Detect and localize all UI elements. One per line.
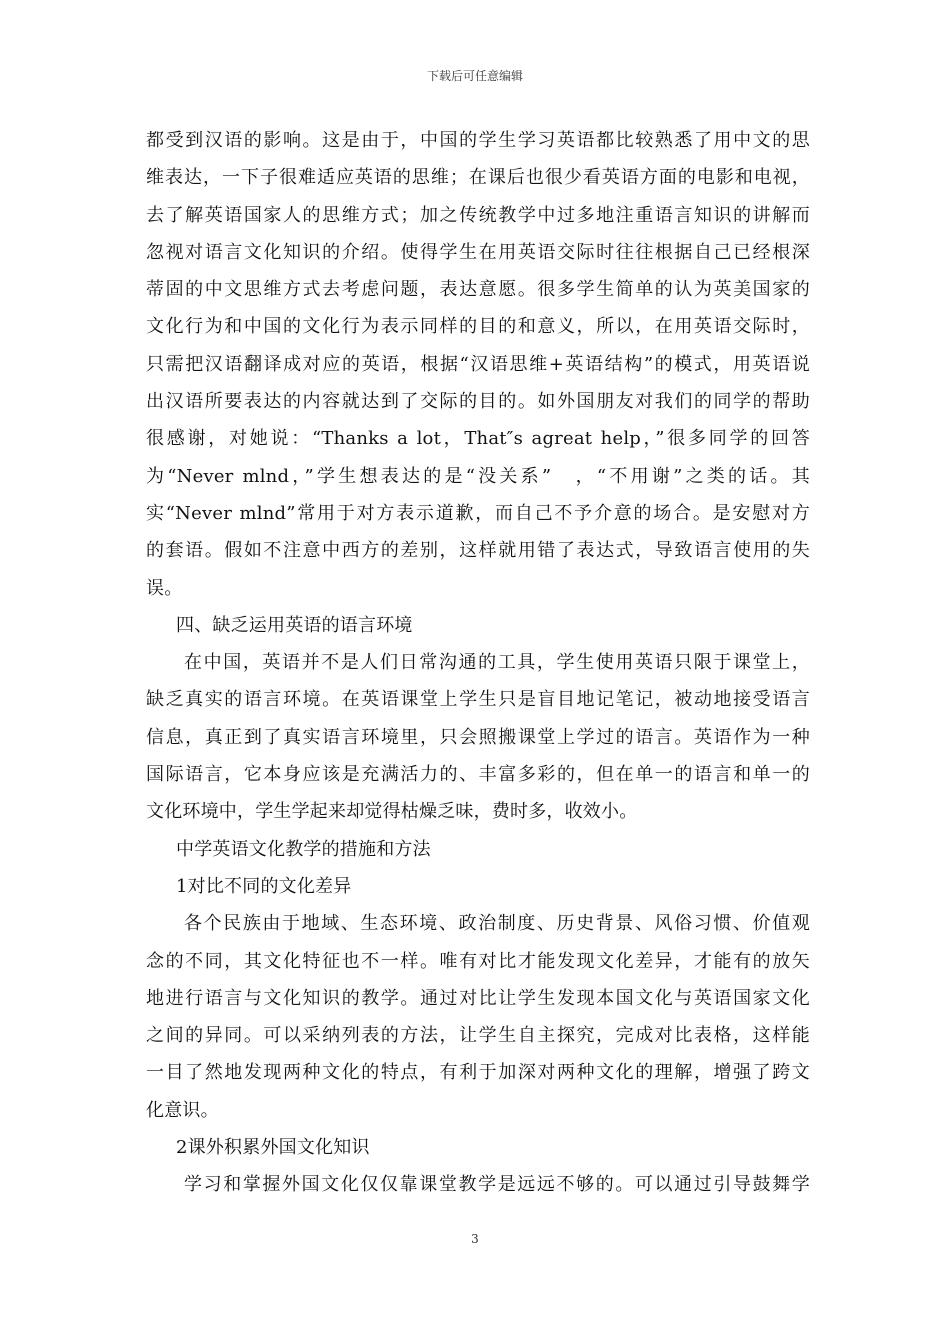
text-line: 念的不同，其文化特征也不一样。唯有对比才能发现文化差异，才能有的放矢 — [146, 950, 810, 972]
subsection-heading-1: 1对比不同的文化差异 — [176, 875, 352, 897]
text-line: 信息，真正到了真实语言环境里，只会照搬课堂上学过的语言。英语作为一种 — [146, 726, 810, 748]
text-line: 去了解英语国家人的思维方式；加之传统教学中过多地注重语言知识的讲解而 — [146, 204, 810, 226]
paragraph-extracurricular — [146, 1166, 810, 1203]
paragraph-cultural-contrast — [146, 905, 810, 1129]
text-line: 实“Never mlnd”常用于对方表示道歉，而自己不予介意的场合。是安慰对方 — [146, 502, 810, 524]
paragraph-language-influence — [146, 122, 810, 607]
text-line: 都受到汉语的影响。这是由于，中国的学生学习英语都比较熟悉了用中文的思 — [146, 130, 810, 151]
text-line: 维表达，一下子很难适应英语的思维；在课后也很少看英语方面的电影和电视， — [146, 167, 810, 189]
document-body — [146, 122, 810, 1204]
text-line: 很感谢，对她说：“Thanks a lot，That″s agreat help，”很多同学的回答 — [146, 428, 810, 450]
page-number: 3 — [471, 1232, 479, 1246]
text-line: 文化环境中，学生学起来却觉得枯燥乏味，费时多，收效小。 — [146, 801, 638, 823]
text-line: 文化行为和中国的文化行为表示同样的目的和意义，所以，在用英语交际时， — [146, 316, 810, 338]
text-line: 的套语。假如不注意中西方的差别，这样就用错了表达式，导致语言使用的失 — [146, 540, 810, 562]
text-line: 误。 — [146, 577, 183, 599]
text-line: 蒂固的中文思维方式去考虑问题，表达意愿。很多学生简单的认为英美国家的 — [146, 279, 810, 301]
text-line: 国际语言，它本身应该是充满活力的、丰富多彩的，但在单一的语言和单一的 — [146, 764, 810, 786]
text-line: 一目了然地发现两种文化的特点，有利于加深对两种文化的理解，增强了跨文 — [146, 1062, 810, 1084]
page-header: 下载后可任意编辑 — [426, 69, 523, 83]
text-line: 之间的异同。可以采纳列表的方法，让学生自主探究，完成对比表格，这样能 — [146, 1025, 810, 1047]
text-line: 各个民族由于地域、生态环境、政治制度、历史背景、风俗习惯、价值观 — [184, 913, 810, 935]
text-line: 在中国，英语并不是人们日常沟通的工具，学生使用英语只限于课堂上， — [184, 652, 810, 674]
paragraph-language-environment — [146, 644, 810, 830]
subsection-heading-2: 2课外积累外国文化知识 — [176, 1137, 370, 1159]
text-line: 化意识。 — [146, 1099, 219, 1121]
section-heading-four: 四、缺乏运用英语的语言环境 — [176, 614, 413, 636]
text-line: 缺乏真实的语言环境。在英语课堂上学生只是盲目地记笔记，被动地接受语言 — [146, 689, 810, 711]
text-line: 学习和掌握外国文化仅仅靠课堂教学是远远不够的。可以通过引导鼓舞学 — [184, 1174, 810, 1196]
text-line: 忽视对语言文化知识的介绍。使得学生在用英语交际时往往根据自己已经根深 — [146, 241, 810, 263]
text-line: 为“Never mlnd，”学生想表达的是“没关系” ，“不用谢”之类的话。其 — [146, 465, 810, 487]
text-line: 出汉语所要表达的内容就达到了交际的目的。如外国朋友对我们的同学的帮助 — [146, 391, 810, 413]
text-line: 地进行语言与文化知识的教学。通过对比让学生发现本国文化与英语国家文化 — [146, 987, 810, 1009]
section-heading-methods: 中学英语文化教学的措施和方法 — [176, 838, 431, 860]
text-line: 只需把汉语翻译成对应的英语，根据“汉语思维+英语结构”的模式，用英语说 — [146, 353, 810, 375]
